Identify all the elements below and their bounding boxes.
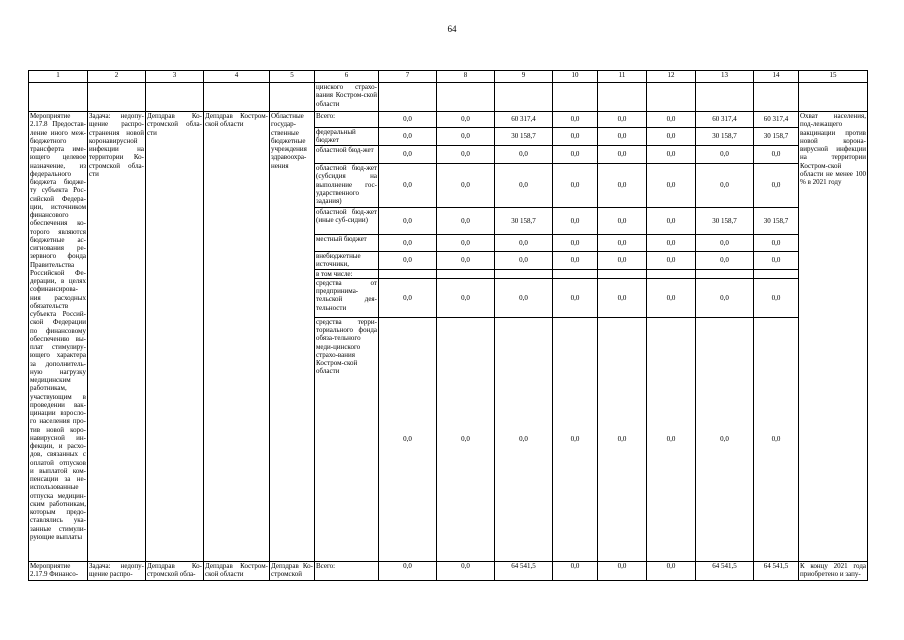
value-cell: 60 317,4 xyxy=(696,112,754,128)
value-cell xyxy=(495,269,553,278)
value-cell xyxy=(379,269,437,278)
funding-source: средства терри-ториального фонда обяза-тельного меди-цинского страхо-вания Костром-ской области xyxy=(315,317,379,561)
value-cell: 0,0 xyxy=(696,317,754,561)
value-cell: 0,0 xyxy=(437,235,495,252)
value-cell: 0,0 xyxy=(696,278,754,317)
column-header: 1 xyxy=(29,71,88,83)
value-cell: 0,0 xyxy=(553,252,598,270)
value-cell: 0,0 xyxy=(598,128,647,146)
budget-table xyxy=(28,70,868,581)
value-cell: 0,0 xyxy=(754,278,799,317)
table-cell xyxy=(598,83,647,112)
funding-source: Всего: xyxy=(315,561,379,580)
measure-name: Мероприятие 2.17.8 Предостав-ление иного меж-бюджетного трансферта име-ющего целевое назначение, из федерального бюджета бюдже-ту субъекта Рос-сийской Федера-ции, источником финансового обеспечения ко-торого являются бюджетные ас-сигнования ре-зервного фонда Правительства Российской Фе-дерации, в целях софинансирова-ния расходных обязательств субъекта Россий-ской Федерации по финансовому обеспечению вы-плат стимулиру-ющего характера за дополнитель-ную нагрузку медицинским работникам, участвующим в проведении вак-цинации взросло-го населения про-тив новой коро-навирусной ин-фекции, и расхо-дов, связанных с оплатой отпусков и выплатой ком-пенсации за не-использованные отпуска медицин-ским работникам, которым предо-ставлялись ука-занные стимули-рующие выплаты xyxy=(29,112,88,562)
value-cell: 0,0 xyxy=(379,112,437,128)
value-cell: 0,0 xyxy=(598,164,647,208)
page-number: 64 xyxy=(447,24,457,34)
column-header: 15 xyxy=(799,71,868,83)
value-cell: 0,0 xyxy=(598,235,647,252)
value-cell: 0,0 xyxy=(598,208,647,235)
value-cell: 0,0 xyxy=(379,235,437,252)
value-cell: 0,0 xyxy=(495,278,553,317)
value-cell: 0,0 xyxy=(437,252,495,270)
value-cell: 0,0 xyxy=(696,252,754,270)
value-cell: 0,0 xyxy=(379,128,437,146)
funding-source: в том числе: xyxy=(315,269,379,278)
column-header: 11 xyxy=(598,71,647,83)
value-cell: 30 158,7 xyxy=(754,128,799,146)
value-cell: 64 541,5 xyxy=(495,561,553,580)
value-cell: 0,0 xyxy=(598,252,647,270)
table-row xyxy=(29,112,868,128)
value-cell: 0,0 xyxy=(437,164,495,208)
column-header: 9 xyxy=(495,71,553,83)
column-header: 4 xyxy=(204,71,270,83)
value-cell: 0,0 xyxy=(379,561,437,580)
value-cell: 0,0 xyxy=(553,146,598,164)
table-cell xyxy=(270,83,315,112)
value-cell: 0,0 xyxy=(754,146,799,164)
value-cell: 0,0 xyxy=(553,317,598,561)
value-cell: 0,0 xyxy=(647,252,696,270)
value-cell: 0,0 xyxy=(379,208,437,235)
table-cell xyxy=(88,83,146,112)
value-cell: 0,0 xyxy=(553,561,598,580)
value-cell: 0,0 xyxy=(754,317,799,561)
value-cell: 0,0 xyxy=(553,128,598,146)
table-cell xyxy=(204,83,270,112)
value-cell: 0,0 xyxy=(437,561,495,580)
cell-c5: Депздрав Ко-стромской xyxy=(270,561,315,580)
table-cell xyxy=(379,83,437,112)
value-cell: 0,0 xyxy=(553,112,598,128)
value-cell: 0,0 xyxy=(647,278,696,317)
value-cell: 0,0 xyxy=(696,164,754,208)
value-cell: 0,0 xyxy=(495,235,553,252)
value-cell: 0,0 xyxy=(495,252,553,270)
value-cell: 0,0 xyxy=(379,252,437,270)
value-cell: 0,0 xyxy=(437,317,495,561)
value-cell: 0,0 xyxy=(495,317,553,561)
table-cell xyxy=(146,83,204,112)
value-cell: 0,0 xyxy=(553,278,598,317)
table-cell xyxy=(437,83,495,112)
value-cell: 0,0 xyxy=(379,317,437,561)
cell-measure: Мероприятие 2.17.9 Финансо- xyxy=(29,561,88,580)
value-cell: 0,0 xyxy=(754,252,799,270)
value-cell: 0,0 xyxy=(598,561,647,580)
value-cell: 0,0 xyxy=(437,112,495,128)
value-cell: 0,0 xyxy=(437,128,495,146)
table-cell: цинского страхо-вания Костром-ской области xyxy=(315,83,379,112)
funding-source: Всего: xyxy=(315,112,379,128)
value-cell xyxy=(754,269,799,278)
table-cell xyxy=(696,83,754,112)
value-cell: 0,0 xyxy=(696,235,754,252)
value-cell: 0,0 xyxy=(647,128,696,146)
value-cell: 0,0 xyxy=(647,317,696,561)
funding-source: областной бюд-жет (субсидия на выполнение гос-ударственного задания) xyxy=(315,164,379,208)
value-cell xyxy=(696,269,754,278)
value-cell: 64 541,5 xyxy=(754,561,799,580)
funding-source: федеральный бюджет xyxy=(315,128,379,146)
funding-source: областной бюд-жет (иные суб-сидии) xyxy=(315,208,379,235)
value-cell: 0,0 xyxy=(495,164,553,208)
value-cell: 30 158,7 xyxy=(696,208,754,235)
expected-result: Охват населения, под-лежащего вакцинации против новой корона-вирусной инфекции на территории Костром-ской области не менее 100 % в 2021 году xyxy=(799,112,868,562)
table-cell xyxy=(29,83,88,112)
column-header: 12 xyxy=(647,71,696,83)
value-cell: 0,0 xyxy=(647,235,696,252)
value-cell: 0,0 xyxy=(379,146,437,164)
value-cell: 0,0 xyxy=(553,208,598,235)
value-cell: 0,0 xyxy=(437,278,495,317)
value-cell xyxy=(437,269,495,278)
value-cell: 0,0 xyxy=(754,235,799,252)
value-cell xyxy=(553,269,598,278)
table-cell xyxy=(495,83,553,112)
value-cell: 0,0 xyxy=(647,561,696,580)
value-cell: 60 317,4 xyxy=(495,112,553,128)
value-cell: 0,0 xyxy=(647,164,696,208)
header-row xyxy=(29,71,868,83)
table-row xyxy=(29,561,868,580)
value-cell xyxy=(647,269,696,278)
funding-source: областной бюд-жет xyxy=(315,146,379,164)
value-cell: 30 158,7 xyxy=(495,128,553,146)
column-header: 8 xyxy=(437,71,495,83)
value-cell: 0,0 xyxy=(495,146,553,164)
value-cell: 0,0 xyxy=(647,112,696,128)
funding-source: внебюджетные источники, xyxy=(315,252,379,270)
cell-c3: Депздрав Ко-стромской обла- xyxy=(146,561,204,580)
value-cell: 0,0 xyxy=(647,208,696,235)
cell-task: Задача: недопу-щение распро- xyxy=(88,561,146,580)
expected-result: К концу 2021 года приобретено и запу- xyxy=(799,561,868,580)
column-header: 14 xyxy=(754,71,799,83)
value-cell xyxy=(598,269,647,278)
table-row xyxy=(29,83,868,112)
table-cell xyxy=(553,83,598,112)
responsible-executor: Депздрав Ко-стромской обла-сти xyxy=(146,112,204,562)
task-text: Задача: недопу-щение распро-странения новой коронавирусной инфекции на территории Ко-стромской обла-сти xyxy=(88,112,146,562)
column-header: 2 xyxy=(88,71,146,83)
value-cell: 0,0 xyxy=(598,146,647,164)
column-header: 10 xyxy=(553,71,598,83)
value-cell: 0,0 xyxy=(437,208,495,235)
cell-c4: Депздрав Костром-ской области xyxy=(204,561,270,580)
table-cell xyxy=(799,83,868,112)
column-header: 6 xyxy=(315,71,379,83)
value-cell: 60 317,4 xyxy=(754,112,799,128)
value-cell: 0,0 xyxy=(553,164,598,208)
column-header: 5 xyxy=(270,71,315,83)
value-cell: 0,0 xyxy=(598,278,647,317)
value-cell: 0,0 xyxy=(437,146,495,164)
value-cell: 0,0 xyxy=(379,278,437,317)
value-cell: 0,0 xyxy=(647,146,696,164)
value-cell: 0,0 xyxy=(754,164,799,208)
value-cell: 64 541,5 xyxy=(696,561,754,580)
funding-source: местный бюджет xyxy=(315,235,379,252)
value-cell: 0,0 xyxy=(696,146,754,164)
table-cell xyxy=(754,83,799,112)
value-cell: 30 158,7 xyxy=(696,128,754,146)
value-cell: 30 158,7 xyxy=(754,208,799,235)
participants: Областные государ-ственные бюджетные учреждения здравоохра-нения xyxy=(270,112,315,562)
main-manager: Депздрав Костром-ской области xyxy=(204,112,270,562)
column-header: 3 xyxy=(146,71,204,83)
column-header: 7 xyxy=(379,71,437,83)
column-header: 13 xyxy=(696,71,754,83)
table-cell xyxy=(647,83,696,112)
value-cell: 0,0 xyxy=(379,164,437,208)
value-cell: 0,0 xyxy=(553,235,598,252)
value-cell: 0,0 xyxy=(598,317,647,561)
funding-source: средства от предпринима-тельской дея-тельности xyxy=(315,278,379,317)
value-cell: 30 158,7 xyxy=(495,208,553,235)
value-cell: 0,0 xyxy=(598,112,647,128)
